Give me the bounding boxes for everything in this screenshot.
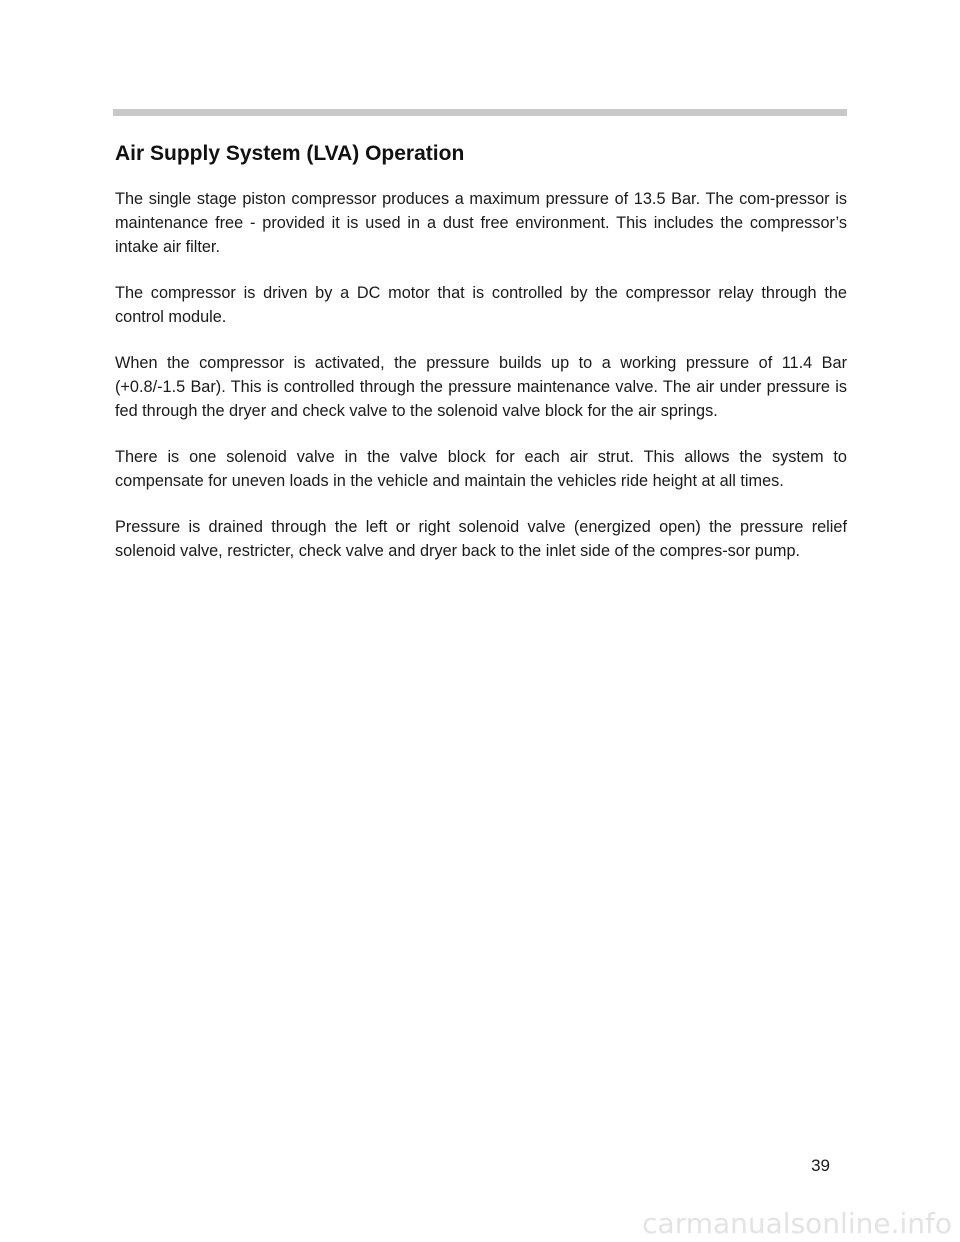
watermark: carmanualsonline.info — [642, 1207, 952, 1240]
paragraph-compressor-pressure: The single stage piston compressor produces a maximum pressure of 13.5 Bar. The com-pressor is maintenance free - provided it is used in a dust free environment. This includes the compressor’s intake air filter. — [115, 190, 847, 256]
page-number: 39 — [811, 1156, 830, 1175]
paragraph-solenoid-valves: There is one solenoid valve in the valve block for each air strut. This allows the system to compensate for uneven loads in the vehicle and maintain the vehicles ride height at all times. — [115, 448, 847, 490]
paragraph-pressure-drain: Pressure is drained through the left or right solenoid valve (energized open) the pressure relief solenoid valve, restricter, check valve and dryer back to the inlet side of the compres-sor pump. — [115, 518, 847, 560]
header-rule — [113, 109, 847, 116]
body-text — [115, 187, 847, 585]
paragraph-dc-motor: The compressor is driven by a DC motor that is controlled by the compressor relay through the control module. — [115, 284, 847, 326]
paragraph-working-pressure: When the compressor is activated, the pressure builds up to a working pressure of 11.4 Bar (+0.8/-1.5 Bar). This is controlled through the pressure maintenance valve. The air under pressure is fed through the dryer and check valve to the solenoid valve block for the air springs. — [115, 354, 847, 420]
page-title: Air Supply System (LVA) Operation — [115, 142, 465, 165]
